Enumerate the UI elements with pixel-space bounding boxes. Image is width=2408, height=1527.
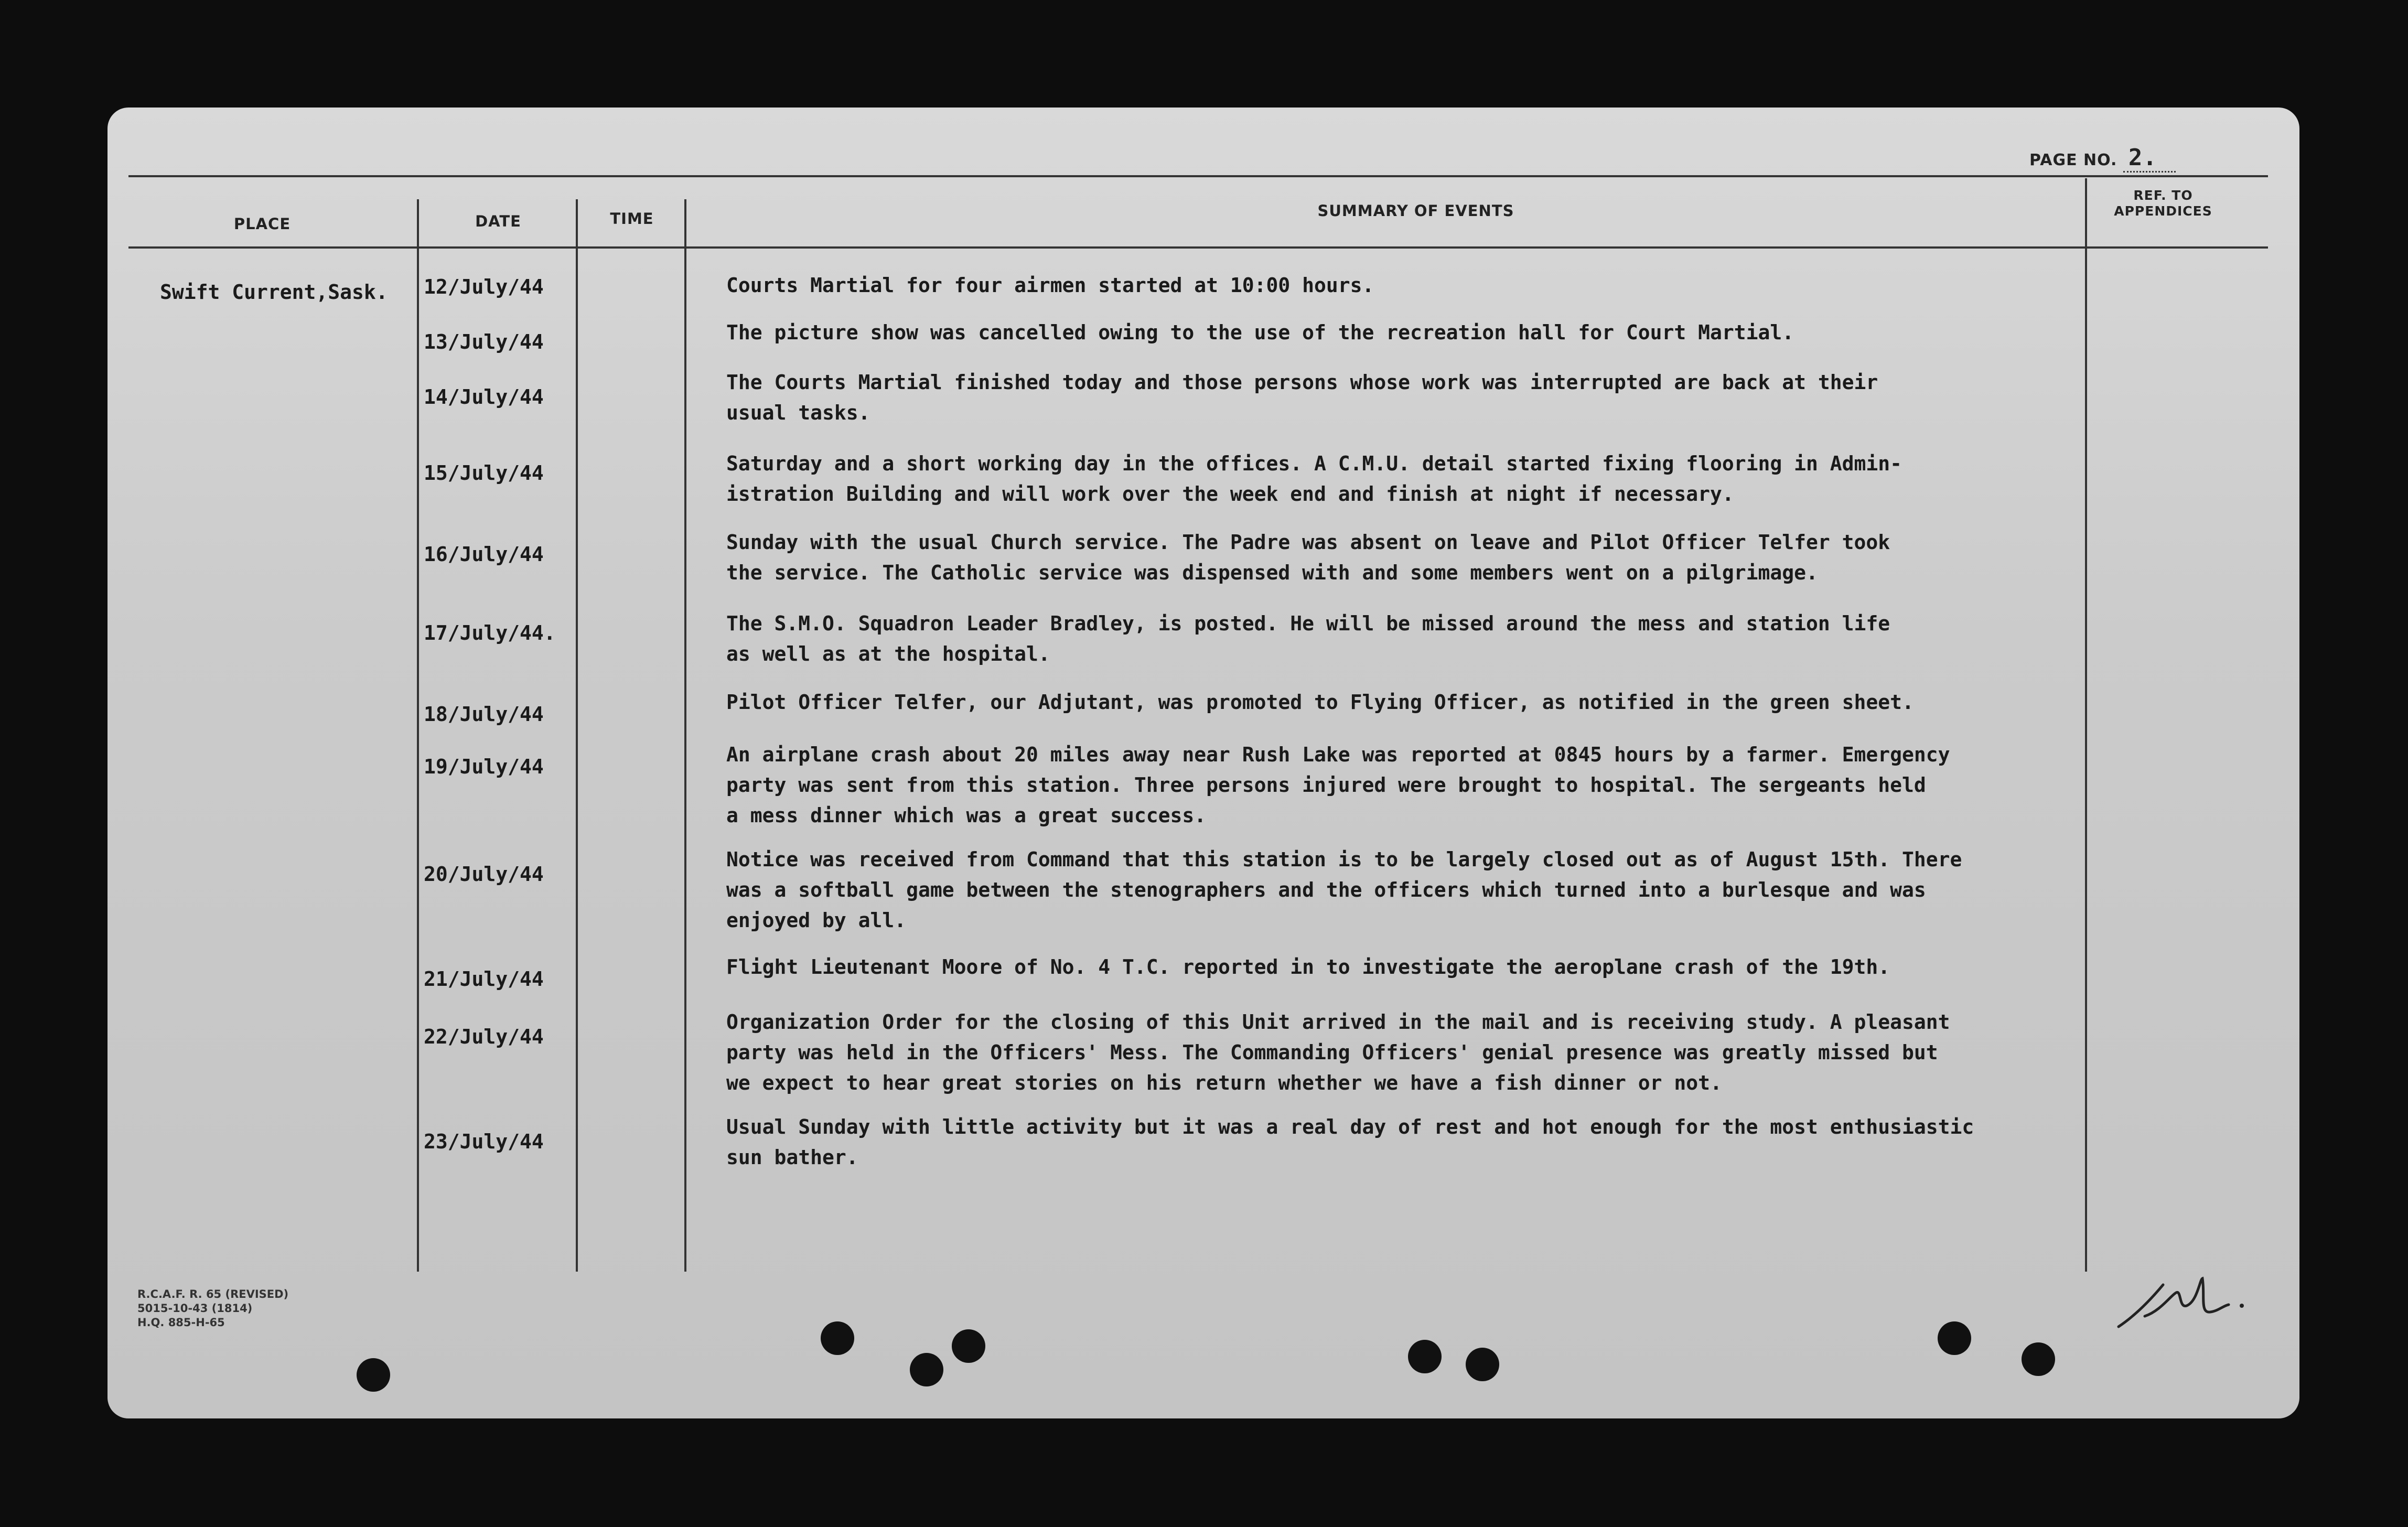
header-ref-appendices	[2103, 188, 2223, 219]
punch-hole	[357, 1358, 390, 1392]
summary-line: party was sent from this station. Three persons injured were brought to hospital. The sergeants held	[726, 773, 1926, 797]
header-top-rule	[128, 175, 2268, 177]
date-entry: 19/July/44	[424, 755, 544, 778]
summary-line: Courts Martial for four airmen started at 10:00 hours.	[726, 274, 1374, 297]
header-date: DATE	[475, 212, 521, 230]
page-number-label: PAGE NO.	[2029, 151, 2117, 169]
summary-entry	[726, 687, 2090, 717]
summary-line: An airplane crash about 20 miles away near Rush Lake was reported at 0845 hours by a farmer. Emergency	[726, 743, 1950, 766]
date-entry: 15/July/44	[424, 461, 544, 485]
place-entry: Swift Current,Sask.	[160, 281, 388, 304]
summary-entry	[726, 608, 2090, 669]
punch-hole	[821, 1321, 854, 1355]
column-divider-date	[576, 199, 578, 1272]
form-code-line: 5015-10-43 (1814)	[137, 1302, 253, 1315]
summary-line: usual tasks.	[726, 401, 870, 424]
summary-line: The Courts Martial finished today and those persons whose work was interrupted are back at their	[726, 371, 1878, 394]
punch-hole	[910, 1353, 943, 1386]
form-code-line: R.C.A.F. R. 65 (REVISED)	[137, 1288, 289, 1300]
summary-line: Sunday with the usual Church service. The Padre was absent on leave and Pilot Officer Telfer took	[726, 531, 1890, 554]
summary-line: Pilot Officer Telfer, our Adjutant, was promoted to Flying Officer, as notified in the green sheet.	[726, 691, 1914, 714]
page-number-value: 2.	[2123, 144, 2176, 173]
summary-entry	[726, 1112, 2090, 1173]
summary-line: was a softball game between the stenographers and the officers which turned into a burlesque and was	[726, 878, 1926, 901]
punch-hole	[1466, 1348, 1499, 1381]
summary-line: we expect to hear great stories on his return whether we have a fish dinner or not.	[726, 1071, 1722, 1094]
date-entry: 16/July/44	[424, 543, 544, 566]
date-entry: 21/July/44	[424, 967, 544, 991]
date-entry: 20/July/44	[424, 863, 544, 886]
column-divider-time	[684, 199, 686, 1272]
summary-entry	[726, 739, 2090, 831]
summary-entry	[726, 317, 2090, 348]
header-summary: SUMMARY OF EVENTS	[1317, 202, 1514, 220]
punch-hole	[1408, 1340, 1442, 1373]
summary-entry	[726, 844, 2090, 935]
summary-line: The picture show was cancelled owing to the use of the recreation hall for Court Martial.	[726, 321, 1794, 344]
date-entry: 23/July/44	[424, 1130, 544, 1153]
punch-hole	[1938, 1321, 1971, 1355]
signature-initials	[2113, 1264, 2250, 1337]
form-code	[137, 1287, 288, 1330]
summary-line: a mess dinner which was a great success.	[726, 804, 1207, 827]
date-entry: 17/July/44.	[424, 621, 556, 644]
summary-line: as well as at the hospital.	[726, 642, 1050, 665]
summary-entry	[726, 1007, 2090, 1098]
header-ref-line2: APPENDICES	[2114, 203, 2212, 219]
summary-line: istration Building and will work over the week end and finish at night if necessary.	[726, 482, 1734, 506]
summary-line: Flight Lieutenant Moore of No. 4 T.C. reported in to investigate the aeroplane crash of the 19th.	[726, 955, 1890, 978]
summary-entry	[726, 448, 2090, 509]
summary-line: the service. The Catholic service was dispensed with and some members went on a pilgrimage.	[726, 561, 1818, 584]
summary-entry	[726, 367, 2090, 428]
summary-line: Saturday and a short working day in the offices. A C.M.U. detail started fixing flooring in Admin-	[726, 452, 1902, 475]
date-entry: 22/July/44	[424, 1025, 544, 1048]
date-entry: 12/July/44	[424, 275, 544, 298]
summary-line: sun bather.	[726, 1146, 858, 1169]
summary-line: Usual Sunday with little activity but it was a real day of rest and hot enough for the most enthusiastic	[726, 1115, 1974, 1138]
summary-entry	[726, 270, 2090, 300]
summary-entry	[726, 527, 2090, 588]
page-number	[2029, 144, 2176, 173]
summary-entry	[726, 952, 2090, 982]
summary-line: party was held in the Officers' Mess. The Commanding Officers' genial presence was greatly missed but	[726, 1041, 1938, 1064]
date-entry: 13/July/44	[424, 330, 544, 353]
date-entry: 14/July/44	[424, 385, 544, 408]
header-bottom-rule	[128, 246, 2268, 249]
summary-line: Organization Order for the closing of this Unit arrived in the mail and is receiving study. A pleasant	[726, 1010, 1950, 1034]
punch-hole	[952, 1329, 985, 1363]
column-divider-place	[417, 199, 419, 1272]
header-time: TIME	[610, 210, 654, 228]
punch-hole	[2022, 1342, 2055, 1376]
summary-line: Notice was received from Command that this station is to be largely closed out as of August 15th. There	[726, 848, 1962, 871]
summary-line: The S.M.O. Squadron Leader Bradley, is posted. He will be missed around the mess and station life	[726, 612, 1890, 635]
summary-line: enjoyed by all.	[726, 909, 907, 932]
header-ref-line1: REF. TO	[2133, 188, 2193, 203]
header-place: PLACE	[233, 215, 291, 233]
date-entry: 18/July/44	[424, 703, 544, 726]
form-code-line: H.Q. 885-H-65	[137, 1316, 225, 1329]
